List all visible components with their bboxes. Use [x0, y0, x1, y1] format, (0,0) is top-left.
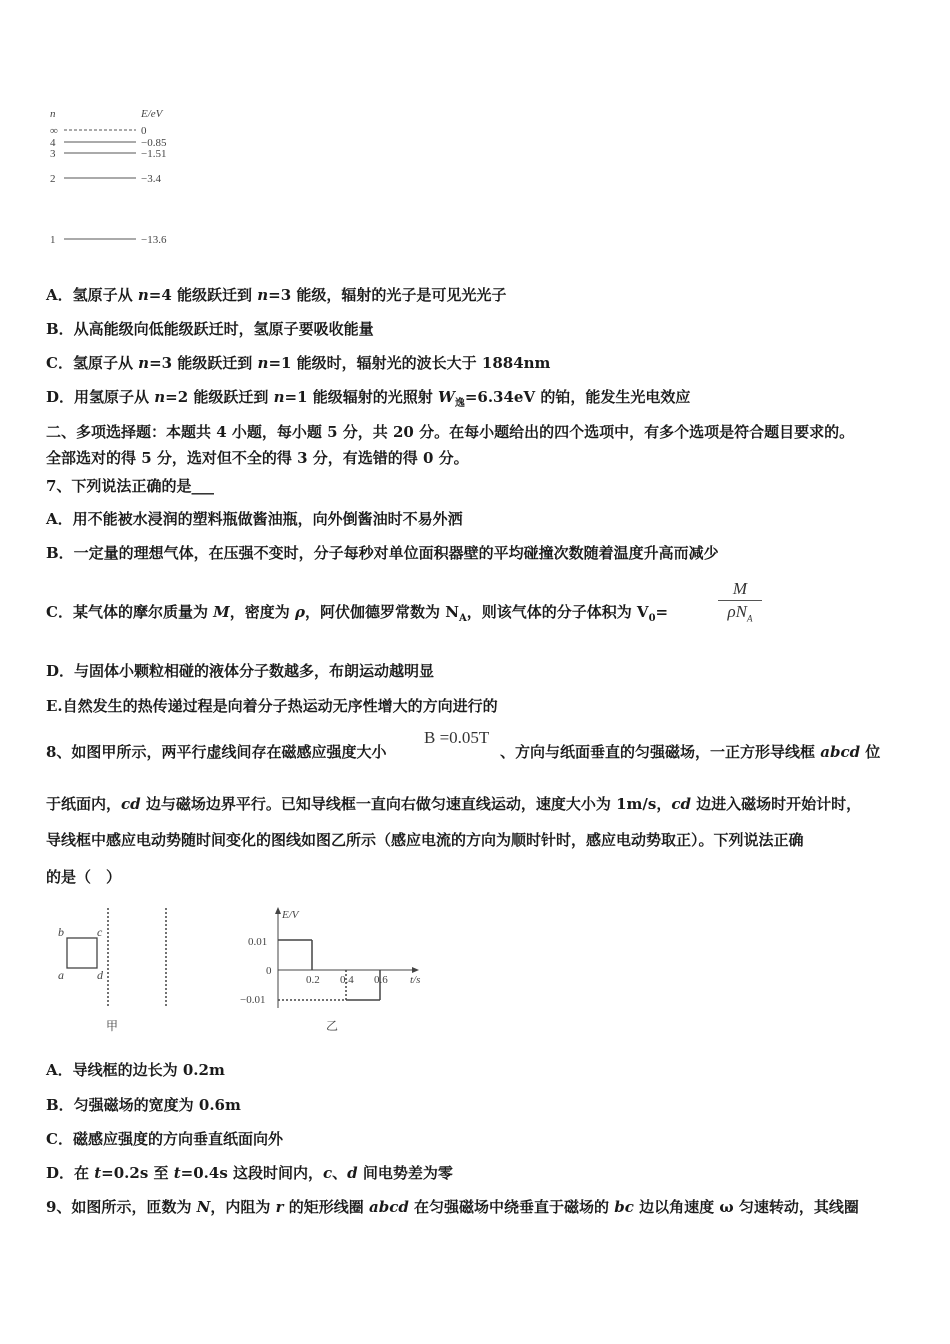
chart-y-label: E/V — [282, 909, 299, 921]
chart-x-tick-0.4: 0.4 — [340, 974, 354, 986]
q8-stem-line3: 导线框中感应电动势随时间变化的图线如图乙所示（感应电流的方向为顺时针时，感应电动势取正）。下列说法正确 — [46, 831, 804, 849]
level-n-label: 4 — [50, 137, 56, 149]
q7-option-e: E.自然发生的热传递过程是向着分子热运动无序性增大的方向进行的 — [46, 697, 498, 715]
level-n-label: ∞ — [50, 125, 58, 137]
q6-option-a: A．氢原子从 n=4 能级跃迁到 n=3 能级，辐射的光子是可见光光子 — [46, 286, 507, 304]
chart-y-tick-bottom: −0.01 — [240, 994, 266, 1006]
level-n-label: 1 — [50, 234, 56, 246]
level-energy-label: −13.6 — [141, 234, 167, 246]
chart-x-axis-arrow — [412, 967, 419, 973]
caption-yi: 乙 — [326, 1019, 339, 1033]
level-n-label: 2 — [50, 173, 56, 185]
q8-option-a: A．导线框的边长为 0.2m — [46, 1061, 225, 1079]
label-d: d — [97, 968, 103, 982]
level-energy-label: −3.4 — [141, 173, 161, 185]
caption-jia: 甲 — [106, 1019, 119, 1033]
n-axis-label: n — [50, 108, 56, 120]
label-b: b — [58, 925, 64, 939]
q6-option-d: D．用氢原子从 n=2 能级跃迁到 n=1 能级辐射的光照射 $W_逸=6.34eV$ 的铂，能发生光电效应 — [46, 388, 691, 409]
chart-y-tick-zero: 0 — [266, 965, 272, 977]
q7-option-a: A．用不能被水浸润的塑料瓶做酱油瓶，向外倒酱油时不易外洒 — [46, 510, 463, 528]
q8-option-d: D．在 t=0.2s 至 t=0.4s 这段时间内，c、d 间电势差为零 — [46, 1164, 453, 1182]
e-axis-label: E/eV — [141, 108, 163, 120]
chart-y-tick-top: 0.01 — [248, 936, 268, 948]
q8-stem-line1: 8、如图甲所示，两平行虚线间存在磁感应强度大小 — [46, 743, 387, 761]
fraction-denominator: $\rho N_A$ — [727, 602, 753, 624]
chart-y-axis-arrow — [275, 907, 281, 914]
q8-stem-line1-end: 、方向与纸面垂直的匀强磁场，一正方形导线框 abcd 位 — [500, 743, 881, 761]
q8-option-b: B．匀强磁场的宽度为 0.6m — [46, 1096, 241, 1114]
q6-option-b: B．从高能级向低能级跃迁时，氢原子要吸收能量 — [46, 320, 374, 338]
fraction-numerator: M — [718, 578, 762, 601]
level-energy-label: 0 — [141, 125, 147, 137]
q8-option-c: C．磁感应强度的方向垂直纸面向外 — [46, 1130, 283, 1148]
level-energy-label: −0.85 — [141, 137, 167, 149]
q7-option-c: C．某气体的摩尔质量为 M，密度为 ρ，阿伏伽德罗常数为 $N_A$，则该气体的分子体积为 $V_0=$ — [46, 603, 669, 624]
chart-x-label: t/s — [410, 974, 421, 986]
square-wire-frame — [67, 938, 97, 968]
level-energy-label: −1.51 — [141, 148, 167, 160]
chart-x-tick-0.2: 0.2 — [306, 974, 320, 986]
q7-option-b: B．一定量的理想气体，在压强不变时，分子每秒对单位面积器壁的平均碰撞次数随着温度升高而减少 — [46, 544, 719, 562]
q9-stem: 9、如图所示，匝数为 N，内阻为 r 的矩形线圈 abcd 在匀强磁场中绕垂直于磁场的 bc 边以角速度 ω 匀速转动，其线圈 — [46, 1198, 859, 1216]
q6-option-c: C．氢原子从 n=3 能级跃迁到 n=1 能级时，辐射光的波长大于 1884nm — [46, 354, 551, 372]
figure-yi-emf-chart — [238, 900, 438, 1040]
section-2-heading: 二、多项选择题：本题共 4 小题，每小题 5 分，共 20 分。在每小题给出的四个选项中，有多个选项是符合题目要求的。 — [46, 423, 855, 441]
label-a: a — [58, 968, 64, 982]
q8-field-formula: B =0.05T — [424, 728, 490, 747]
chart-x-tick-0.6: 0.6 — [374, 974, 388, 986]
q7-option-d: D．与固体小颗粒相碰的液体分子数越多，布朗运动越明显 — [46, 662, 435, 680]
q8-stem-line2: 于纸面内，cd 边与磁场边界平行。已知导线框一直向右做匀速直线运动，速度大小为 1m/s，cd 边进入磁场时开始计时， — [46, 795, 862, 813]
section-2-scoring: 全部选对的得 5 分，选对但不全的得 3 分，有选错的得 0 分。 — [46, 449, 469, 467]
figure-jia — [50, 900, 190, 1040]
molecular-volume-fraction — [718, 578, 762, 629]
label-c: c — [97, 925, 103, 939]
q7-stem: 7、下列说法正确的是___ — [46, 477, 214, 495]
q8-stem-line4: 的是（ ） — [46, 868, 122, 886]
energy-level-diagram — [40, 100, 200, 250]
level-n-label: 3 — [50, 148, 56, 160]
